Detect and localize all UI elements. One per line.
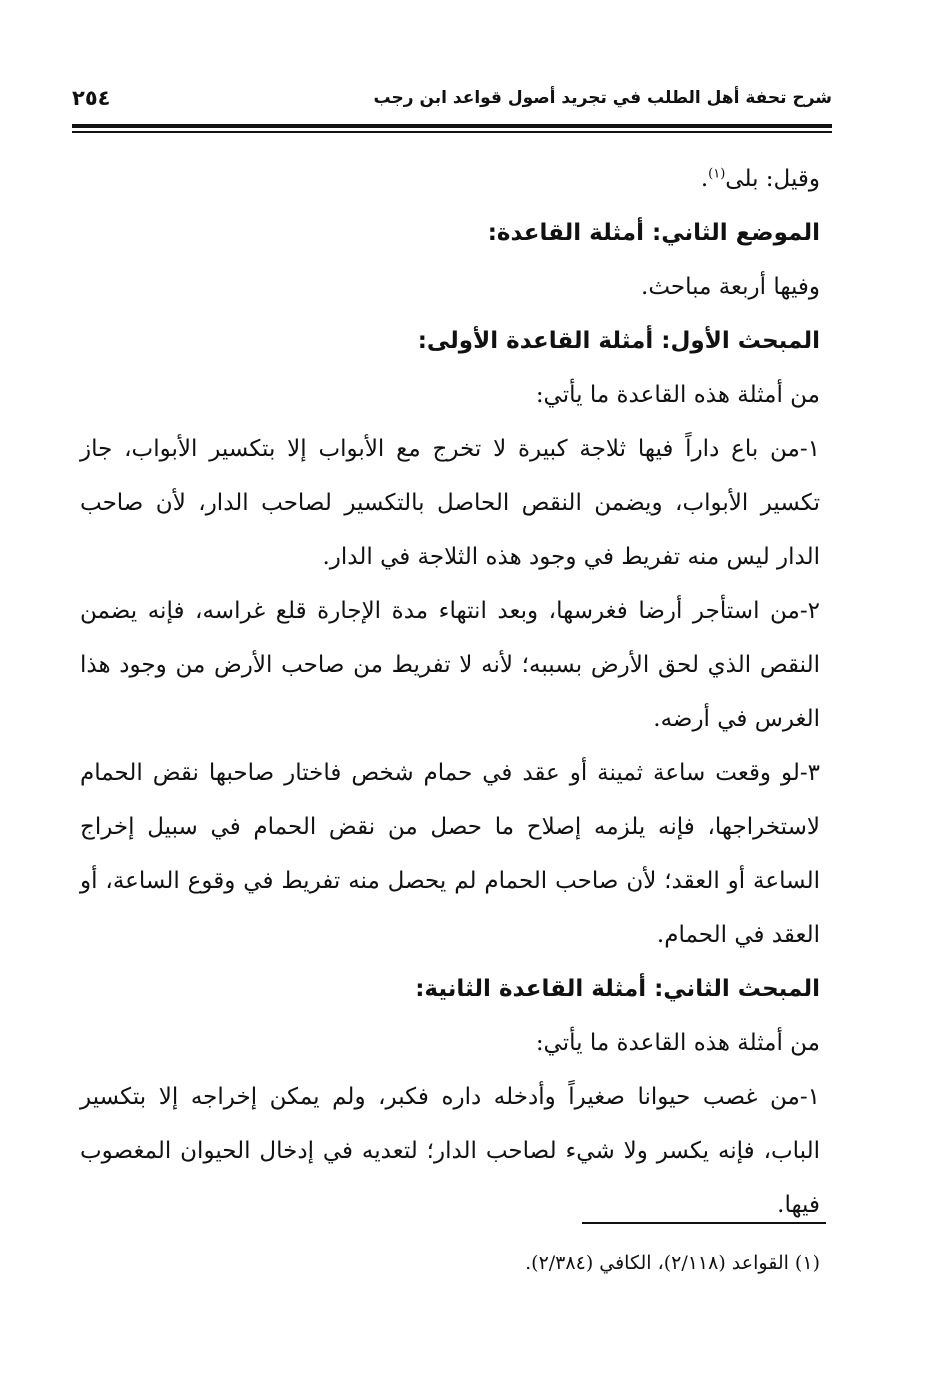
running-header	[72, 84, 832, 120]
header-title: شرح تحفة أهل الطلب في تجريد أصول قواعد ابن رجب	[373, 88, 832, 108]
intro-text: وقيل: بلى	[725, 166, 820, 192]
main-text	[80, 152, 820, 1232]
text-line: من أمثلة هذه القاعدة ما يأتي:	[535, 382, 820, 408]
footnote-separator	[582, 1222, 826, 1224]
footnote: (١) القواعد (٢/١١٨)، الكافي (٢/٣٨٤).	[525, 1252, 820, 1274]
header-rule-thin	[72, 131, 832, 133]
subsection-heading-1: المبحث الأول: أمثلة القاعدة الأولى:	[417, 328, 820, 354]
subsection-heading-2: المبحث الثاني: أمثلة القاعدة الثانية:	[415, 976, 820, 1002]
text-line: وفيها أربعة مباحث.	[641, 274, 820, 300]
section-heading: الموضع الثاني: أمثلة القاعدة:	[487, 220, 820, 246]
example-paragraph: ٣-لو وقعت ساعة ثمينة أو عقد في حمام شخص فاختار صاحبها نقض الحمام لاستخراجها، فإنه يلزمه إصلاح ما حصل من نقض الحمام في سبيل إخراج الساعة أو العقد؛ لأن صاحب الحمام لم يحصل منه تفريط في وقوع الساعة، أو العقد في الحمام.	[80, 760, 820, 948]
example-paragraph: ٢-من استأجر أرضا فغرسها، وبعد انتهاء مدة الإجارة قلع غراسه، فإنه يضمن النقص الذي لحق الأرض بسببه؛ لأنه لا تفريط من صاحب الأرض من وجود هذا الغرس في أرضه.	[80, 598, 820, 732]
text-line: من أمثلة هذه القاعدة ما يأتي:	[535, 1030, 820, 1056]
footnote-ref[interactable]: (١)	[708, 166, 726, 182]
intro-line	[80, 152, 820, 206]
example-paragraph: ١-من باع داراً فيها ثلاجة كبيرة لا تخرج مع الأبواب إلا بتكسير الأبواب، جاز تكسير الأبواب، ويضمن النقص الحاصل بالتكسير لصاحب الدار، لأن صاحب الدار ليس منه تفريط في وجود هذه الثلاجة في الدار.	[80, 436, 820, 570]
intro-end: .	[700, 166, 709, 192]
page-number: ٢٥٤	[72, 86, 111, 110]
example-paragraph: ١-من غصب حيوانا صغيراً وأدخله داره فكبر، ولم يمكن إخراجه إلا بتكسير الباب، فإنه يكسر ولا شيء لصاحب الدار؛ لتعديه في إدخال الحيوان المغصوب فيها.	[80, 1084, 820, 1218]
header-rule-thick	[72, 124, 832, 128]
